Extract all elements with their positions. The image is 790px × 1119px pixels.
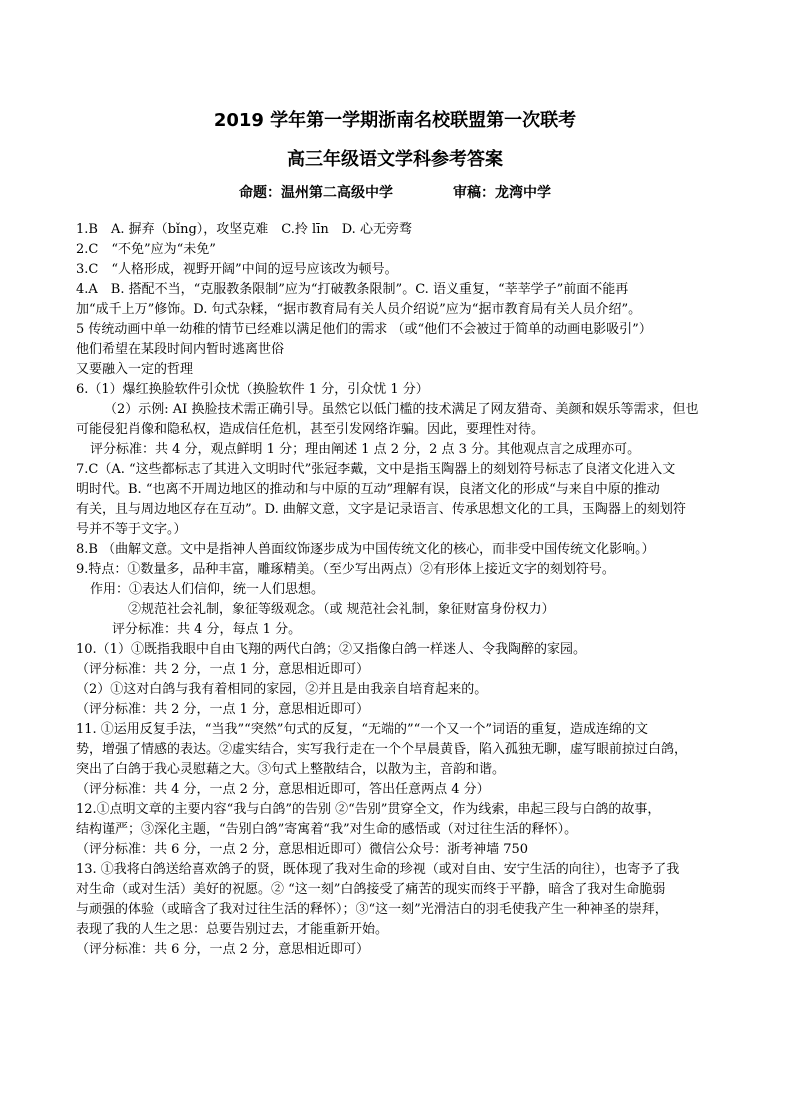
document-subtitle: 高三年级语文学科参考答案 — [287, 149, 503, 170]
credits-line — [0, 182, 790, 202]
answer-line: 13. ①我将白鸽送给喜欢鸽子的贤，既体现了我对生命的珍视（或对自由、安宁生活的向往），也寄予了我 — [76, 862, 680, 877]
answer-line: 有关，且与周边地区存在互动”。D. 曲解文意，文字是记录语言、传承思想文化的工具，玉陶器上的刻划符 — [76, 502, 686, 517]
document-title: 2019 学年第一学期浙南名校联盟第一次联考 — [213, 110, 577, 131]
scoring-line: （评分标准：共 6 分，一点 2 分，意思相近即可）微信公众号：浙考神墙 750 — [76, 842, 529, 857]
author-label: 命题：温州第二高级中学 — [239, 185, 393, 201]
answer-line: 又要融入一定的哲理 — [76, 362, 194, 377]
answer-line: 他们希望在某段时间内暂时逃离世俗 — [76, 342, 285, 357]
answer-line: 结构谨严；③深化主题，“告别白鸽”寄寓着“我”对生命的感悟或（对过往生活的释怀）。 — [76, 822, 578, 837]
reviewer-label: 审稿：龙湾中学 — [453, 185, 551, 201]
answer-line: 12.①点明文章的主要内容“我与白鸽”的告别 ②“告别”贯穿全文，作为线索，串起三段与白鸽的故事， — [76, 802, 661, 817]
answer-line: 4.A B. 搭配不当，“克服教条限制”应为“打破教条限制”。C. 语义重复，“莘莘学子”前面不能再 — [76, 282, 629, 297]
answer-line: 11. ①运用反复手法，“当我”“突然”句式的反复，“无端的”“一个又一个”词语的重复，造成连绵的文 — [76, 722, 648, 737]
scoring-line: 评分标准：共 4 分，观点鲜明 1 分；理由阐述 1 点 2 分，2 点 3 分。其他观点言之成理亦可。 — [90, 442, 641, 457]
answer-line: 可能侵犯肖像和隐私权，造成信任危机，甚至引发网络诈骗。因此，要理性对待。 — [76, 422, 545, 437]
answer-line: 7.C（A. “这些都标志了其进入文明时代”张冠李戴，文中是指玉陶器上的刻划符号标志了良渚文化进入文 — [76, 462, 676, 477]
scoring-line: （评分标准：共 4 分，一点 2 分，意思相近即可，答出任意两点 4 分） — [76, 782, 490, 797]
answer-line: 表现了我的人生之思：总要告别过去，才能重新开始。 — [76, 922, 389, 937]
answer-line: 突出了白鸽于我心灵慰藉之大。③句式上整散结合，以散为主，音韵和谐。 — [76, 762, 506, 777]
scoring-line: 评分标准：共 4 分，每点 1 分。 — [112, 622, 302, 637]
answer-line: 1.B A. 摒弃（bǐng），攻坚克难 C.拎 līn D. 心无旁骛 — [76, 222, 412, 237]
answer-line: 3.C “人格形成，视野开阔”中间的逗号应该改为顿号。 — [76, 262, 398, 277]
answer-body — [76, 220, 726, 960]
answer-line: 号并不等于文字。） — [76, 522, 187, 537]
answer-line: 10.（1）①既指我眼中自由飞翔的两代白鸽；②又指像白鸽一样迷人、令我陶醉的家园。 — [76, 642, 586, 657]
answer-line: 2.C “不免”应为“未免” — [76, 242, 216, 257]
answer-line: 加“成千上万”修饰。D. 句式杂糅，“据市教育局有关人员介绍说”应为“据市教育局有关人员介绍”。 — [76, 302, 642, 317]
answer-line: ②规范社会礼制，象征等级观念。（或 规范社会礼制，象征财富身份权力） — [128, 602, 555, 617]
answer-line: （2）①这对白鸽与我有着相同的家园，②并且是由我亲自培育起来的。 — [76, 682, 488, 697]
answer-line: 与顽强的体验（或暗含了我对过往生活的释怀）；③“这一刻”光滑洁白的羽毛使我产生一种神圣的崇拜， — [76, 902, 668, 917]
scoring-line: （评分标准：共 2 分，一点 1 分，意思相近即可） — [76, 702, 370, 717]
answer-line: 明时代。B. “也离不开周边地区的推动和与中原的互动”理解有误，良渚文化的形成“与来自中原的推动 — [76, 482, 660, 497]
answer-line: 作用：①表达人们信仰，统一人们思想。 — [90, 582, 325, 597]
answer-line: 5 传统动画中单一幼稚的情节已经难以满足他们的需求 （或“他们不会被过于简单的动画电影吸引”） — [76, 322, 652, 337]
answer-line: （2）示例: AI 换脸技术需正确引导。虽然它以低门槛的技术满足了网友猎奇、美颜和娱乐等需求，但也 — [104, 402, 699, 417]
scoring-line: （评分标准：共 2 分，一点 1 分，意思相近即可） — [76, 662, 370, 677]
answer-line: 8.B （曲解文意。文中是指神人兽面纹饰逐步成为中国传统文化的核心，而非受中国传统文化影响。） — [76, 542, 655, 557]
scoring-line: （评分标准：共 6 分，一点 2 分，意思相近即可） — [76, 942, 370, 957]
answer-line: 6.（1）爆红换脸软件引众忧（换脸软件 1 分，引众忧 1 分） — [76, 382, 429, 397]
answer-line: 势，增强了情感的表达。②虚实结合，实写我行走在一个个早晨黄昏，陷入孤独无聊，虚写眼前掠过白鸽， — [76, 742, 688, 757]
answer-line: 9.特点：①数量多，品种丰富，雕琢精美。（至少写出两点）②有形体上接近文字的刻划符号。 — [76, 562, 615, 577]
answer-line: 对生命（或对生活）美好的祝愿。② “这一刻”白鸽接受了痛苦的现实而终于平静，暗含了我对生命脆弱 — [76, 882, 666, 897]
